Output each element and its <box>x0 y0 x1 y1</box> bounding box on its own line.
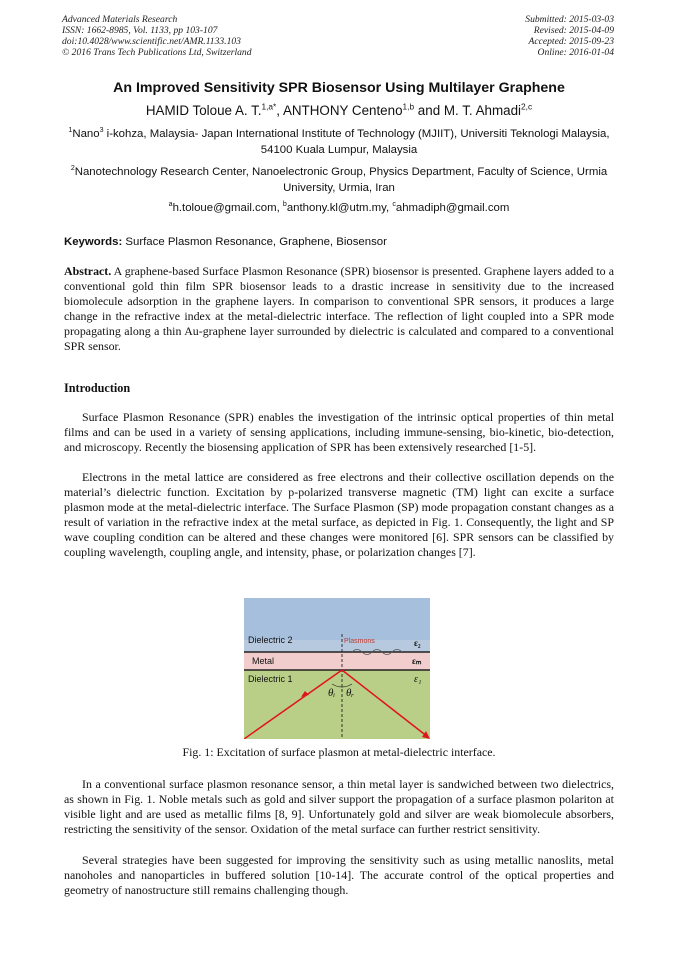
figure-1-spr-diagram <box>244 598 430 739</box>
abstract-text: A graphene-based Surface Plasmon Resonance (SPR) biosensor is presented. Graphene layers added to a conventional gold thin film SPR biosensor leads to a drastic increase in sensitivity due to the increased biomolecule adsorption in the graphene layers. In comparison to conventional SPR sensors, it produces a large change in the refractive index at the metal-dielectric interface. The reflection of light coupled into a SPR mode propagating along a thin Au-graphene layer surrounded by dielectric is calculated and compared to a conventional SPR sensor. <box>64 264 614 354</box>
author-1-sup: 1,a* <box>261 101 277 112</box>
submitted-date: Submitted: 2015-03-03 <box>525 14 614 25</box>
plasmons-label: Plasmons <box>344 638 375 645</box>
affiliation-2-num: 2 <box>70 165 75 173</box>
journal-info <box>62 14 252 58</box>
author-3: M. T. Ahmadi <box>443 103 522 118</box>
paragraph-1: Surface Plasmon Resonance (SPR) enables the investigation of the intrinsic optical properties of thin metal films and can be used in a variety of sensing applications, including immune-sensing, bio-kinetic, bio-detection, and microscopy. Recently the biosensing application of SPR has been extensively researched [1-5]. <box>64 410 614 455</box>
dielectric-2-label: Dielectric 2 <box>248 635 293 645</box>
theta-r-label: θᵣ <box>346 687 355 699</box>
author-list <box>0 103 678 118</box>
affiliation-1-text: i-kohza, Malaysia- Japan International Institute of Technology (MJIIT), Universiti Teknologi Malaysia, 54100 Kuala Lumpur, Malaysia <box>103 128 610 156</box>
figure-1-caption: Fig. 1: Excitation of surface plasmon at metal-dielectric interface. <box>182 745 496 759</box>
author-2: ANTHONY Centeno <box>282 103 403 118</box>
issn: ISSN: 1662-8985, Vol. 1133, pp 103-107 <box>62 25 218 36</box>
section-heading-introduction: Introduction <box>64 381 131 395</box>
paragraph-2: Electrons in the metal lattice are considered as free electrons and their collective oscillation depends on the material’s dielectric function. Excitation by p-polarized transverse magnetic (TM) light can excite a surface plasmon mode at the metal-dielectric interface. The Surface Plasmon (SP) mode propagation constant changes as a result of variation in the refractive index at the metal surface, as depicted in Fig. 1. Consequently, the light and SP wave coupling condition can be altered and these changes were monitored [6]. SPR sensors can be classified by coupling wavelength, coupling angle, and intensity, phase, or polarization changes [7]. <box>64 470 614 560</box>
author-emails <box>0 202 678 214</box>
keywords-text: Surface Plasmon Resonance, Graphene, Biosensor <box>122 236 387 248</box>
email-sep-2: , <box>385 202 393 214</box>
epsilon-1-label: ε₁ <box>414 674 422 685</box>
abstract-label: Abstract. <box>64 264 112 278</box>
epsilon-2-label: ε₂ <box>414 638 421 648</box>
email-b[interactable]: anthony.kl@utm.my <box>286 202 386 214</box>
accepted-date: Accepted: 2015-09-23 <box>528 36 614 47</box>
author-sep-1: , <box>276 103 283 118</box>
dates-info <box>525 14 614 58</box>
affiliation-1-num: 1 <box>68 127 73 135</box>
dielectric-2-layer <box>244 598 430 640</box>
keywords-label: Keywords: <box>64 236 123 248</box>
journal-name: Advanced Materials Research <box>62 14 178 25</box>
email-a[interactable]: h.toloue@gmail.com <box>172 202 277 214</box>
email-sep-1: , <box>276 202 283 214</box>
abstract <box>64 264 614 355</box>
epsilon-m-label: εₘ <box>412 656 422 666</box>
paper-title: An Improved Sensitivity SPR Biosensor Using Multilayer Graphene <box>113 80 565 96</box>
revised-date: Revised: 2015-04-09 <box>533 25 614 36</box>
author-1: HAMID Toloue A. T. <box>145 103 262 118</box>
affiliation-1-prefix: Nano <box>72 128 100 140</box>
email-b-sup: b <box>282 201 287 209</box>
keywords <box>64 236 387 248</box>
theta-i-label: θᵢ <box>328 687 336 699</box>
affiliation-2 <box>60 165 618 196</box>
email-c[interactable]: ahmadiph@gmail.com <box>395 202 510 214</box>
email-a-sup: a <box>168 201 173 209</box>
author-3-sup: 2,c <box>521 101 533 112</box>
affiliation-1-prefix-sup: 3 <box>99 127 104 135</box>
metal-label: Metal <box>252 656 275 666</box>
copyright: © 2016 Trans Tech Publications Ltd, Switzerland <box>62 47 252 58</box>
affiliation-2-text: Nanotechnology Research Center, Nanoelectronic Group, Physics Department, Faculty of Science, Urmia University, Urmia, Iran <box>74 166 608 194</box>
author-2-sup: 1,b <box>402 101 415 112</box>
email-c-sup: c <box>392 201 396 209</box>
paragraph-3: In a conventional surface plasmon resonance sensor, a thin metal layer is sandwiched between two dielectrics, as shown in Fig. 1. Noble metals such as gold and silver support the propagation of a surface plasmon polariton at visible light and are used as metallic films [8, 9]. Unfortunately gold and silver are weak biomolecule absorbers, restricting the sensitivity of the sensor. Oxidation of the metal surface can further restrict sensitivity. <box>64 777 614 837</box>
paragraph-4: Several strategies have been suggested for improving the sensitivity such as using metallic nanoslits, metal nanoholes and nanoparticles in buffered solution [10-14]. The accurate control of the optical properties and geometry of nanostructure still remains challenging though. <box>64 853 614 898</box>
doi: doi:10.4028/www.scientific.net/AMR.1133.103 <box>62 36 241 47</box>
affiliation-1 <box>60 127 618 158</box>
online-date: Online: 2016-01-04 <box>537 47 614 58</box>
dielectric-1-label: Dielectric 1 <box>248 674 293 684</box>
author-sep-2: and <box>414 103 444 118</box>
